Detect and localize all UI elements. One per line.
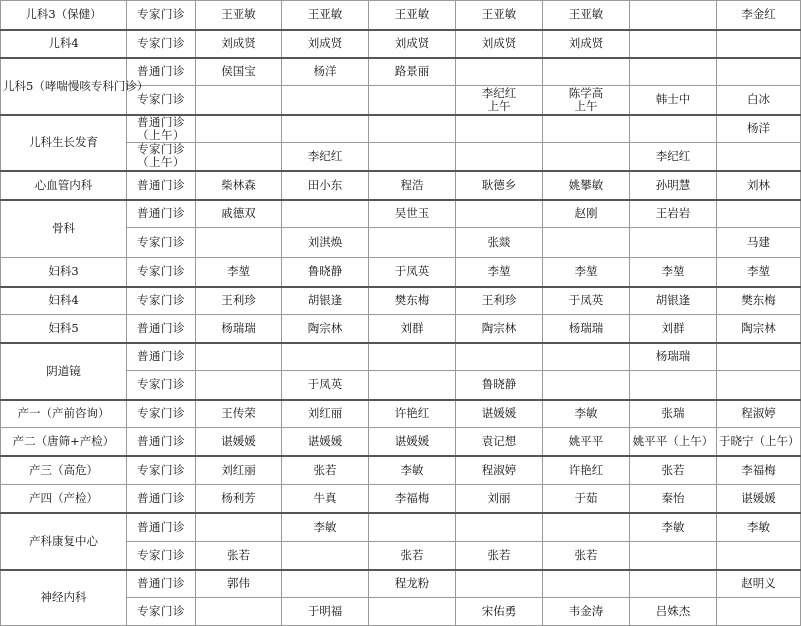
doctor-cell: 秦怡 <box>630 485 717 513</box>
doctor-cell: 王岩岩 <box>630 200 717 228</box>
doctor-cell <box>543 570 630 598</box>
doctor-cell: 谌媛媛 <box>369 428 456 456</box>
clinic-type-cell: 普通门诊 <box>127 428 196 456</box>
department-cell: 产一（产前咨询） <box>1 400 127 428</box>
doctor-cell: 白冰 <box>717 86 801 115</box>
doctor-cell: 刘红丽 <box>282 400 369 428</box>
doctor-cell: 刘成贤 <box>456 30 543 58</box>
doctor-cell <box>630 115 717 143</box>
doctor-cell: 王传荣 <box>196 400 282 428</box>
doctor-cell <box>369 343 456 371</box>
doctor-cell: 陈学高 上午 <box>543 86 630 115</box>
doctor-cell: 程龙粉 <box>369 570 456 598</box>
doctor-cell <box>369 371 456 400</box>
table-row <box>1 1 801 30</box>
doctor-cell <box>282 343 369 371</box>
table-row <box>1 30 801 58</box>
clinic-type-cell: 专家门诊 <box>127 598 196 626</box>
clinic-type-cell: 专家门诊 <box>127 456 196 485</box>
doctor-cell <box>369 228 456 258</box>
doctor-cell: 谌媛媛 <box>196 428 282 456</box>
doctor-cell: 田小东 <box>282 171 369 200</box>
doctor-cell <box>543 58 630 86</box>
department-cell: 神经内科 <box>1 570 127 626</box>
clinic-type-cell: 普通门诊 <box>127 485 196 513</box>
department-cell: 妇科4 <box>1 287 127 315</box>
doctor-cell: 李金红 <box>717 1 801 30</box>
doctor-cell <box>717 30 801 58</box>
doctor-cell: 王利珍 <box>456 287 543 315</box>
doctor-cell: 李纪红 上午 <box>456 86 543 115</box>
doctor-cell: 刘群 <box>369 315 456 343</box>
clinic-type-cell: 普通门诊 <box>127 200 196 228</box>
doctor-cell <box>456 513 543 542</box>
table-row <box>1 171 801 200</box>
doctor-cell: 吕姝杰 <box>630 598 717 626</box>
doctor-cell: 韩士中 <box>630 86 717 115</box>
doctor-cell: 刘红丽 <box>196 456 282 485</box>
doctor-cell: 戚德双 <box>196 200 282 228</box>
doctor-cell: 杨利芳 <box>196 485 282 513</box>
clinic-type-cell: 专家门诊 <box>127 287 196 315</box>
doctor-cell: 于凤英 <box>543 287 630 315</box>
department-cell: 妇科3 <box>1 258 127 287</box>
doctor-cell <box>196 228 282 258</box>
doctor-cell: 赵明义 <box>717 570 801 598</box>
doctor-cell: 谌媛媛 <box>456 400 543 428</box>
doctor-cell: 刘群 <box>630 315 717 343</box>
doctor-cell <box>282 200 369 228</box>
clinic-type-cell: 普通门诊 <box>127 315 196 343</box>
doctor-cell <box>717 371 801 400</box>
table-row <box>1 258 801 287</box>
department-cell: 骨科 <box>1 200 127 258</box>
doctor-cell: 李敏 <box>630 513 717 542</box>
clinic-type-cell: 专家门诊 <box>127 542 196 570</box>
table-row <box>1 115 801 143</box>
clinic-type-cell: 专家门诊 （上午） <box>127 143 196 171</box>
doctor-cell: 侯国宝 <box>196 58 282 86</box>
doctor-cell: 李堃 <box>717 258 801 287</box>
doctor-cell: 韦金涛 <box>543 598 630 626</box>
doctor-cell: 王亚敏 <box>282 1 369 30</box>
doctor-cell: 于明福 <box>282 598 369 626</box>
doctor-cell <box>369 115 456 143</box>
doctor-cell: 杨瑞瑞 <box>543 315 630 343</box>
doctor-cell: 杨洋 <box>282 58 369 86</box>
doctor-cell: 张若 <box>630 456 717 485</box>
doctor-cell <box>282 86 369 115</box>
clinic-type-cell: 专家门诊 <box>127 86 196 115</box>
doctor-cell <box>543 371 630 400</box>
doctor-cell: 李敏 <box>717 513 801 542</box>
schedule-body <box>1 1 801 626</box>
doctor-cell <box>717 598 801 626</box>
doctor-cell <box>282 570 369 598</box>
doctor-cell <box>196 371 282 400</box>
doctor-cell: 郭伟 <box>196 570 282 598</box>
doctor-cell: 鲁晓静 <box>456 371 543 400</box>
doctor-cell <box>282 115 369 143</box>
doctor-cell <box>196 143 282 171</box>
table-row <box>1 485 801 513</box>
doctor-cell: 刘丽 <box>456 485 543 513</box>
department-cell: 产二（唐筛+产检） <box>1 428 127 456</box>
table-row <box>1 287 801 315</box>
doctor-cell: 王亚敏 <box>456 1 543 30</box>
doctor-cell: 刘成贤 <box>543 30 630 58</box>
doctor-cell <box>630 1 717 30</box>
department-cell: 产科康复中心 <box>1 513 127 570</box>
doctor-cell <box>630 542 717 570</box>
doctor-cell: 张燚 <box>456 228 543 258</box>
doctor-cell: 谌媛媛 <box>282 428 369 456</box>
doctor-cell: 刘成贤 <box>196 30 282 58</box>
doctor-cell: 程淑婷 <box>717 400 801 428</box>
doctor-cell: 李纪红 <box>630 143 717 171</box>
doctor-cell <box>543 343 630 371</box>
doctor-cell: 程浩 <box>369 171 456 200</box>
clinic-type-cell: 普通门诊 <box>127 58 196 86</box>
doctor-cell: 李纪红 <box>282 143 369 171</box>
department-cell: 儿科4 <box>1 30 127 58</box>
doctor-cell: 李福梅 <box>717 456 801 485</box>
doctor-cell: 王利珍 <box>196 287 282 315</box>
doctor-cell: 于凤英 <box>282 371 369 400</box>
doctor-cell: 杨瑞瑞 <box>196 315 282 343</box>
doctor-cell: 刘淇焕 <box>282 228 369 258</box>
doctor-cell: 张若 <box>456 542 543 570</box>
doctor-cell: 李福梅 <box>369 485 456 513</box>
doctor-cell: 陶宗林 <box>282 315 369 343</box>
doctor-cell <box>630 30 717 58</box>
doctor-cell: 李敏 <box>369 456 456 485</box>
department-cell: 产四（产检） <box>1 485 127 513</box>
doctor-cell <box>456 115 543 143</box>
doctor-cell: 孙明慧 <box>630 171 717 200</box>
doctor-cell: 张若 <box>543 542 630 570</box>
doctor-cell: 胡银逢 <box>630 287 717 315</box>
doctor-cell <box>456 343 543 371</box>
doctor-cell: 王亚敏 <box>369 1 456 30</box>
doctor-cell <box>630 570 717 598</box>
doctor-cell <box>369 143 456 171</box>
doctor-cell: 陶宗林 <box>717 315 801 343</box>
table-row <box>1 456 801 485</box>
table-row <box>1 343 801 371</box>
doctor-cell: 李堃 <box>543 258 630 287</box>
department-cell: 阴道镜 <box>1 343 127 400</box>
doctor-cell <box>196 513 282 542</box>
department-cell: 儿科5（哮喘慢咳专科门诊） <box>1 58 127 115</box>
table-row <box>1 400 801 428</box>
doctor-cell <box>543 228 630 258</box>
doctor-cell: 姚平平 <box>543 428 630 456</box>
doctor-cell: 鲁晓静 <box>282 258 369 287</box>
table-row <box>1 58 801 86</box>
doctor-cell <box>543 143 630 171</box>
doctor-cell: 张瑞 <box>630 400 717 428</box>
doctor-cell: 于凤英 <box>369 258 456 287</box>
doctor-cell: 李堃 <box>196 258 282 287</box>
doctor-cell <box>196 115 282 143</box>
doctor-cell: 杨瑞瑞 <box>630 343 717 371</box>
department-cell: 儿科生长发育 <box>1 115 127 171</box>
clinic-type-cell: 普通门诊 <box>127 570 196 598</box>
doctor-cell: 姚攀敏 <box>543 171 630 200</box>
doctor-cell: 于晓宁（上午） <box>717 428 801 456</box>
clinic-type-cell: 专家门诊 <box>127 228 196 258</box>
doctor-cell <box>456 58 543 86</box>
department-cell: 妇科5 <box>1 315 127 343</box>
clinic-type-cell: 普通门诊 <box>127 343 196 371</box>
table-row <box>1 428 801 456</box>
doctor-cell: 柴林森 <box>196 171 282 200</box>
doctor-cell <box>282 542 369 570</box>
doctor-cell <box>630 58 717 86</box>
doctor-cell <box>717 143 801 171</box>
doctor-cell: 赵刚 <box>543 200 630 228</box>
doctor-cell: 姚平平（上午） <box>630 428 717 456</box>
doctor-cell: 马建 <box>717 228 801 258</box>
doctor-cell: 刘成贤 <box>282 30 369 58</box>
doctor-cell: 于茹 <box>543 485 630 513</box>
doctor-cell: 李堃 <box>456 258 543 287</box>
table-row <box>1 200 801 228</box>
doctor-cell: 李堃 <box>630 258 717 287</box>
clinic-type-cell: 专家门诊 <box>127 30 196 58</box>
clinic-type-cell: 普通门诊 （上午） <box>127 115 196 143</box>
doctor-cell <box>456 143 543 171</box>
doctor-cell <box>543 115 630 143</box>
doctor-cell <box>456 570 543 598</box>
table-row <box>1 513 801 542</box>
department-cell: 产三（高危） <box>1 456 127 485</box>
doctor-cell: 张若 <box>369 542 456 570</box>
clinic-type-cell: 专家门诊 <box>127 258 196 287</box>
doctor-cell <box>543 513 630 542</box>
table-row <box>1 570 801 598</box>
doctor-cell: 李敏 <box>282 513 369 542</box>
doctor-cell: 王亚敏 <box>543 1 630 30</box>
doctor-cell: 刘林 <box>717 171 801 200</box>
doctor-cell <box>196 343 282 371</box>
doctor-cell <box>717 343 801 371</box>
doctor-cell: 牛真 <box>282 485 369 513</box>
doctor-cell: 袁记想 <box>456 428 543 456</box>
doctor-cell: 吴世玉 <box>369 200 456 228</box>
doctor-cell: 王亚敏 <box>196 1 282 30</box>
doctor-cell <box>717 58 801 86</box>
doctor-cell: 刘成贤 <box>369 30 456 58</box>
doctor-cell: 樊东梅 <box>717 287 801 315</box>
doctor-cell: 许艳红 <box>369 400 456 428</box>
doctor-cell <box>456 200 543 228</box>
doctor-cell: 宋佑勇 <box>456 598 543 626</box>
doctor-cell: 张若 <box>282 456 369 485</box>
table-row <box>1 315 801 343</box>
clinic-type-cell: 专家门诊 <box>127 371 196 400</box>
doctor-cell <box>717 200 801 228</box>
doctor-cell <box>196 86 282 115</box>
department-cell: 心血管内科 <box>1 171 127 200</box>
doctor-cell: 杨洋 <box>717 115 801 143</box>
doctor-cell: 许艳红 <box>543 456 630 485</box>
doctor-cell: 张若 <box>196 542 282 570</box>
doctor-cell: 陶宗林 <box>456 315 543 343</box>
clinic-type-cell: 普通门诊 <box>127 513 196 542</box>
doctor-cell: 谌媛媛 <box>717 485 801 513</box>
doctor-cell: 程淑婷 <box>456 456 543 485</box>
clinic-type-cell: 专家门诊 <box>127 1 196 30</box>
doctor-cell <box>196 598 282 626</box>
clinic-type-cell: 专家门诊 <box>127 400 196 428</box>
doctor-cell <box>717 542 801 570</box>
doctor-cell: 樊东梅 <box>369 287 456 315</box>
doctor-cell: 耿德乡 <box>456 171 543 200</box>
doctor-cell <box>630 371 717 400</box>
doctor-cell: 路景丽 <box>369 58 456 86</box>
doctor-cell <box>630 228 717 258</box>
clinic-type-cell: 普通门诊 <box>127 171 196 200</box>
doctor-cell <box>369 598 456 626</box>
doctor-cell <box>369 86 456 115</box>
department-cell: 儿科3（保健） <box>1 1 127 30</box>
doctor-cell <box>369 513 456 542</box>
doctor-cell: 李敏 <box>543 400 630 428</box>
doctor-cell: 胡银逢 <box>282 287 369 315</box>
